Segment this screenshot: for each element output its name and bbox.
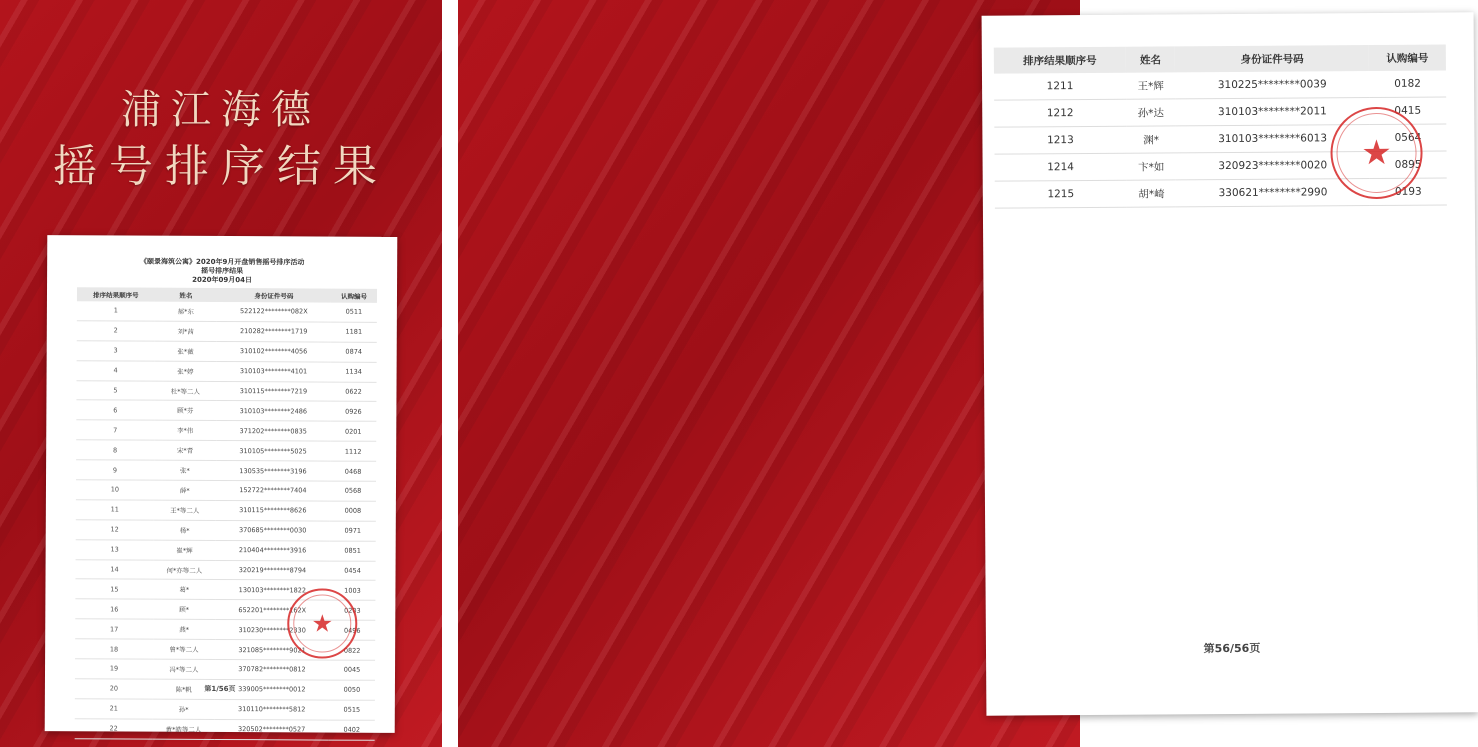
cell-number: 0182 [1369,70,1446,97]
right-promo-panel [458,0,1429,747]
cell-order: 1215 [995,180,1127,208]
table-row [75,718,375,739]
table-row [76,539,376,560]
cell-id: 130535********3196 [216,461,330,481]
col-header-id: 身份证件号码 [217,288,331,303]
cell-number: 0895 [1370,151,1447,179]
cell-name: 陈*帆 [153,679,215,699]
result-sheet-page-1 [45,235,398,733]
table-row [75,699,375,720]
cell-number: 0193 [1370,178,1447,206]
table-header-row [77,287,377,303]
cell-id: 310103********4101 [216,361,330,381]
result-table-page-1 [75,287,377,740]
cell-number: 0201 [330,421,376,441]
table-row [76,380,376,401]
cell-name: 刘*茜 [155,321,217,341]
result-sheet-page-56 [982,12,1478,715]
cell-name: 杨* [154,520,216,540]
cell-name: 王*辉 [1126,72,1176,99]
cell-order: 1212 [994,99,1126,127]
cell-id: 310115********8626 [216,500,330,520]
cell-order: 9 [76,460,154,480]
table-row [76,480,376,501]
cell-name: 燕* [153,619,215,639]
company-seal [287,588,357,658]
cell-id: 370782********0812 [215,660,329,680]
cell-order: 18 [75,639,153,659]
cell-number: 0568 [330,481,376,501]
cell-name: 李*伟 [154,420,216,440]
cell-number: 0415 [1369,97,1446,125]
page-number: 第56/56页 [1203,641,1261,656]
cell-number: 0045 [329,660,375,680]
cell-order: 1213 [994,126,1126,154]
cell-order: 13 [76,539,154,559]
table-row [77,301,377,322]
cell-id: 130103********1822 [215,580,329,600]
cell-name: 王*等二人 [154,500,216,520]
cell-id: 310103********6013 [1176,125,1370,153]
cell-id: 310225********0039 [1175,71,1369,99]
cell-id: 330621********2990 [1176,179,1370,207]
cell-number: 0203 [329,600,375,620]
cell-name: 张*薇 [155,341,217,361]
cell-number: 1181 [331,322,377,342]
table-row [76,420,376,441]
cell-order: 5 [76,380,154,400]
cell-order: 19 [75,659,153,679]
doc-subtitle: 摇号排序结果 [201,266,244,276]
col-header-number: 认购编号 [331,289,377,303]
company-seal [1330,107,1423,200]
cell-id: 652201********162X [215,600,329,620]
doc-date: 2020年09月04日 [192,275,253,285]
cell-id: 339005********0012 [215,679,329,699]
cell-name: 何*亦等二人 [153,560,215,580]
cell-id: 320219********8794 [215,560,329,580]
cell-id: 210282********1719 [217,321,331,341]
cell-order: 17 [75,619,153,639]
col-header-id: 身份证件号码 [1175,45,1369,72]
table-row [75,559,375,580]
cell-number: 1134 [331,362,377,382]
col-header-order: 排序结果顺序号 [994,47,1126,74]
cell-number: 0008 [330,501,376,521]
cell-id: 371202********0835 [216,421,330,441]
table-row [76,500,376,521]
page-number: 第1/56页 [204,684,236,694]
cell-number: 0402 [329,720,375,740]
cell-number: 0564 [1369,124,1446,152]
cell-order: 1211 [994,73,1126,100]
cell-id: 310230********2330 [215,620,329,640]
cell-id: 310103********2011 [1175,98,1369,126]
cell-number: 0971 [330,521,376,541]
headline-result-title: 摇号排序结果 [53,141,389,192]
cell-number: 0926 [330,402,376,422]
cell-order: 1 [77,301,155,321]
table-row [994,70,1446,100]
cell-order: 22 [75,718,153,738]
cell-number: 0496 [329,620,375,640]
col-header-number: 认购编号 [1369,44,1446,71]
doc-title: 《颐景海筑公寓》2020年9月开盘销售摇号排序活动 [139,257,305,267]
cell-id: 320502********0527 [214,719,328,739]
cell-order: 1214 [995,153,1127,181]
cell-number: 0822 [329,640,375,660]
star-icon: ★ [1361,132,1392,174]
cell-number: 0622 [330,382,376,402]
cell-name: 胡*崎 [1127,180,1177,207]
cell-order: 12 [76,520,154,540]
cell-id: 310105********5025 [216,441,330,461]
cell-order: 6 [76,400,154,420]
cell-name: 张*婷 [154,361,216,381]
table-header-row [994,44,1446,73]
cell-order: 10 [76,480,154,500]
table-row [76,400,376,421]
cell-order: 15 [75,579,153,599]
cell-name: 薛* [154,480,216,500]
cell-number: 1003 [329,581,375,601]
cell-order: 8 [76,440,154,460]
cell-number: 0874 [331,342,377,362]
cell-number: 0050 [329,680,375,700]
cell-name: 宋*青 [154,440,216,460]
cell-number: 0515 [329,700,375,720]
left-promo-panel [0,0,442,747]
table-row [77,360,377,381]
cell-number: 0851 [330,541,376,561]
cell-id: 522122********082X [217,302,331,322]
cell-name: 张* [154,460,216,480]
cell-name: 顾* [153,600,215,620]
cell-number: 0511 [331,303,377,323]
cell-id: 370685********0030 [216,520,330,540]
cell-id: 320923********0020 [1176,152,1370,180]
cell-order: 20 [75,679,153,699]
cell-name: 葛* [153,580,215,600]
cell-id: 310115********7219 [216,381,330,401]
cell-order: 3 [77,341,155,361]
cell-order: 4 [77,360,155,380]
cell-name: 冯*等二人 [153,659,215,679]
col-header-name: 姓名 [155,288,217,302]
headline-project-name: 浦江海德 [121,87,321,133]
cell-order: 11 [76,500,154,520]
cell-name: 曾*等二人 [153,639,215,659]
cell-order: 16 [75,599,153,619]
cell-name: 杜*等二人 [154,381,216,401]
cell-name: 崔*辉 [153,540,215,560]
table-row [76,460,376,481]
table-row [75,659,375,680]
cell-number: 0468 [330,461,376,481]
cell-name: 孙*达 [1126,99,1176,126]
cell-number: 0454 [330,561,376,581]
cell-order: 7 [76,420,154,440]
table-row [76,440,376,461]
cell-order: 2 [77,321,155,341]
col-header-order: 排序结果顺序号 [77,287,155,301]
table-row [77,321,377,342]
cell-name: 黄*皓等二人 [153,719,215,739]
cell-order: 21 [75,699,153,719]
cell-name: 卞*如 [1126,153,1176,180]
cell-id: 152722********7404 [216,480,330,500]
cell-number: 1112 [330,441,376,461]
cell-name: 顾*芬 [154,401,216,421]
star-icon: ★ [311,609,334,638]
cell-id: 310103********2486 [216,401,330,421]
cell-id: 310102********4056 [216,341,330,361]
cell-id: 210404********3916 [215,540,329,560]
cell-id: 310110********5812 [215,699,329,719]
col-header-name: 姓名 [1126,46,1176,72]
cell-name: 渊* [1126,126,1176,153]
cell-id: 321085********9021 [215,640,329,660]
cell-order: 14 [75,559,153,579]
cell-name: 孙* [153,699,215,719]
cell-name: 郝*东 [155,302,217,322]
table-row [77,341,377,362]
table-row [76,520,376,541]
